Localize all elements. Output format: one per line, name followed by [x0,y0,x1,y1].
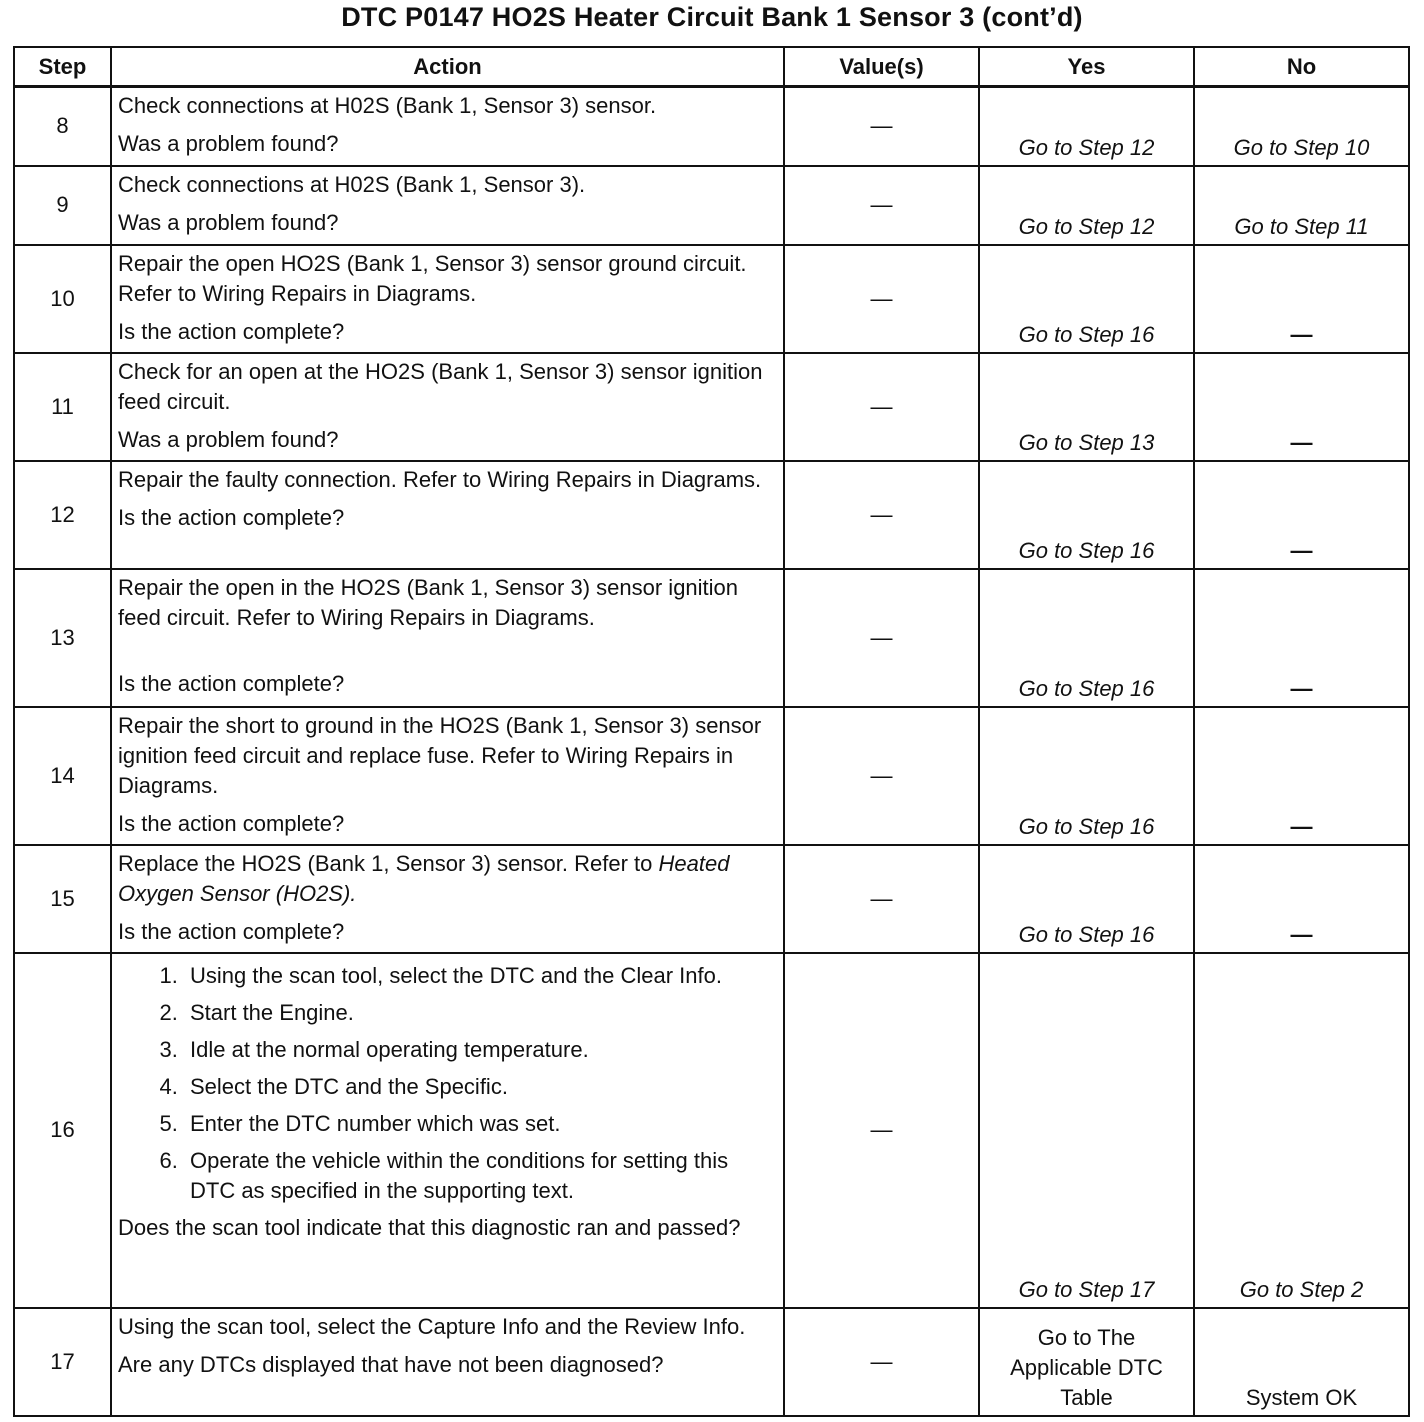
no-cell [1194,87,1409,166]
yes-cell [979,353,1194,461]
step-number: 9 [14,166,111,245]
action-question: Is the action complete? [118,318,345,344]
action-question: Is the action complete? [118,918,345,944]
no-target: — [1290,813,1313,839]
action-question: Is the action complete? [118,670,345,696]
yes-cell [979,1308,1194,1416]
value-cell: — [784,953,979,1308]
no-target: Go to Step 11 [1234,213,1369,239]
action-text: Check for an open at the HO2S (Bank 1, Sensor 3) sensor ignition feed circuit. [118,358,763,414]
action-question: Does the scan tool indicate that this diagnostic ran and passed? [118,1214,741,1240]
no-cell [1194,245,1409,353]
header-no: No [1194,47,1409,87]
yes-target: Go to Step 12 [1018,134,1155,160]
action-cell [111,953,784,1308]
page-title: DTC P0147 HO2S Heater Circuit Bank 1 Sensor 3 (cont’d) [341,2,1083,32]
yes-target-line: Table [1060,1384,1113,1410]
no-target: Go to Step 10 [1233,134,1370,160]
yes-target: Go to Step 16 [1018,813,1155,839]
procedure-step: 4. Select the DTC and the Specific. [184,1072,777,1102]
yes-target: Go to Step 13 [1018,429,1155,455]
step-number: 14 [14,707,111,845]
table-row [14,166,1409,245]
table-row [14,461,1409,569]
yes-cell [979,569,1194,707]
value-cell: — [784,845,979,953]
header-values: Value(s) [784,47,979,87]
no-cell [1194,707,1409,845]
header-step: Step [14,47,111,87]
header-action: Action [111,47,784,87]
action-cell [111,166,784,245]
value-cell: — [784,1308,979,1416]
action-question: Are any DTCs displayed that have not been diagnosed? [118,1351,664,1377]
yes-cell [979,461,1194,569]
action-text: Repair the open in the HO2S (Bank 1, Sensor 3) sensor ignition feed circuit. Refer to Wiring Repairs in Diagrams. [118,574,739,630]
procedure-step: 1. Using the scan tool, select the DTC and the Clear Info. [184,961,777,991]
header-yes: Yes [979,47,1194,87]
yes-cell [979,845,1194,953]
procedure-step: 5. Enter the DTC number which was set. [184,1109,777,1139]
no-cell [1194,569,1409,707]
action-cell [111,707,784,845]
table-row [14,569,1409,707]
action-text: Repair the open HO2S (Bank 1, Sensor 3) sensor ground circuit. Refer to Wiring Repairs in Diagrams. [118,250,747,306]
action-text: Check connections at H02S (Bank 1, Sensor 3). [118,171,586,197]
action-text: Using the scan tool, select the Capture Info and the Review Info. [118,1313,746,1339]
procedure-step: 3. Idle at the normal operating temperature. [184,1035,777,1065]
no-cell [1194,353,1409,461]
value-cell: — [784,245,979,353]
procedure-step: 6. Operate the vehicle within the conditions for setting this DTC as specified in the supporting text. [184,1146,777,1206]
value-cell: — [784,707,979,845]
action-cell [111,353,784,461]
action-question: Was a problem found? [118,131,339,156]
step-number: 15 [14,845,111,953]
no-target: — [1290,321,1313,347]
procedure-step: 2. Start the Engine. [184,998,777,1028]
step-number: 12 [14,461,111,569]
action-cell [111,845,784,953]
value-cell: — [784,461,979,569]
header-row [14,47,1409,87]
step-number: 11 [14,353,111,461]
action-question: Is the action complete? [118,504,345,530]
action-question: Was a problem found? [118,209,339,235]
no-cell [1194,953,1409,1308]
yes-target: Go to Step 16 [1018,537,1155,563]
yes-target: Go to Step 16 [1018,921,1155,947]
yes-cell [979,245,1194,353]
action-cell [111,1308,784,1416]
yes-cell [979,707,1194,845]
action-cell [111,461,784,569]
step-number: 8 [14,87,111,166]
yes-target: Go to Step 17 [1018,1276,1155,1302]
step-number: 16 [14,953,111,1308]
action-reference: Heated Oxygen Sensor (HO2S). [118,850,730,906]
table-row [14,87,1409,166]
action-question: Is the action complete? [118,810,345,836]
no-target: — [1290,675,1313,701]
action-question: Was a problem found? [118,426,339,452]
table-row [14,707,1409,845]
no-cell [1194,845,1409,953]
yes-target-line: Go to The [1037,1324,1136,1350]
value-cell: — [784,166,979,245]
procedure-list [118,961,777,1206]
yes-target: Go to Step 16 [1018,675,1155,701]
value-cell: — [784,569,979,707]
table-row [14,1308,1409,1416]
value-cell: — [784,87,979,166]
no-cell [1194,166,1409,245]
action-text: Check connections at H02S (Bank 1, Sensor 3) sensor. [118,93,657,118]
no-target: — [1290,429,1313,455]
yes-cell [979,87,1194,166]
action-cell [111,245,784,353]
table-row [14,953,1409,1308]
table-row [14,353,1409,461]
no-target: Go to Step 2 [1239,1276,1364,1302]
value-cell: — [784,353,979,461]
yes-cell [979,166,1194,245]
action-text [118,849,777,909]
step-number: 13 [14,569,111,707]
no-target: — [1290,537,1313,563]
yes-target: Go to Step 16 [1018,321,1155,347]
no-target: System OK [1245,1384,1358,1410]
no-target: — [1290,921,1313,947]
action-cell [111,87,784,166]
action-text: Repair the faulty connection. Refer to Wiring Repairs in Diagrams. [118,466,762,492]
action-text: Repair the short to ground in the HO2S (Bank 1, Sensor 3) sensor ignition feed circuit and replace fuse. Refer to Wiring Repairs in Diagrams. [118,712,762,798]
dtc-table [13,46,1410,1417]
yes-target-line: Applicable DTC [1010,1354,1163,1380]
no-cell [1194,461,1409,569]
no-cell [1194,1308,1409,1416]
table-row [14,845,1409,953]
yes-cell [979,953,1194,1308]
action-cell [111,569,784,707]
table-row [14,245,1409,353]
yes-target: Go to Step 12 [1018,213,1155,239]
step-number: 17 [14,1308,111,1416]
action-text-prefix: Replace the HO2S (Bank 1, Sensor 3) sensor. Refer to [118,850,653,876]
step-number: 10 [14,245,111,353]
